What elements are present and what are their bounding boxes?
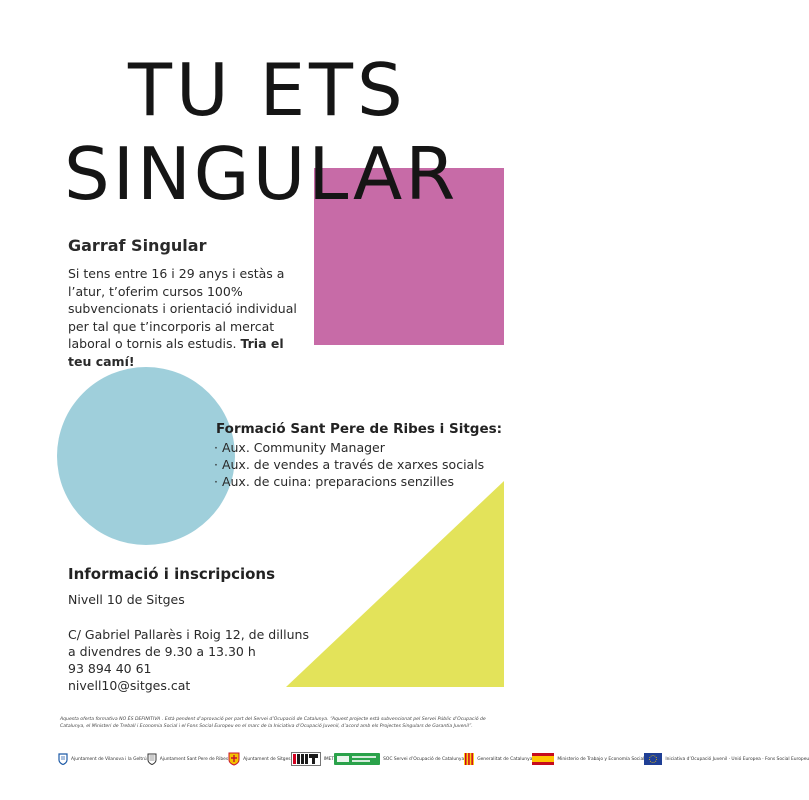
ribes-logo-text: Ajuntament Sant Pere de Ribes	[159, 756, 229, 762]
vilanova-logo	[58, 753, 147, 765]
info-phone[interactable]: 93 894 40 61	[68, 661, 152, 676]
sitges-logo	[228, 752, 290, 766]
info-email[interactable]: nivell10@sitges.cat	[68, 678, 191, 693]
sitges-logo-text: Ajuntament de Sitges	[243, 756, 291, 762]
vilanova-logo-text: Ajuntament de Vilanova i la Geltrú	[71, 756, 147, 762]
intro-title: Garraf Singular	[68, 236, 207, 255]
info-title: Informació i inscripcions	[68, 565, 276, 583]
eu-flag-icon	[644, 753, 662, 765]
info-block	[68, 591, 358, 694]
headline-line-2: SINGULAR	[64, 132, 459, 216]
vilanova-shield-icon	[58, 753, 68, 765]
ministerio-logo-text: Ministerio de Trabajo y Economía Social	[557, 756, 645, 762]
imet-logo	[291, 752, 335, 766]
disclaimer-text: Aquesta oferta formativa NO ÉS DEFINITIVA . Està pendent d’aprovació per part del Servei d’Ocupació de Catalunya. “Aquest projecte està subvencionat pel Servei Públic d’Ocupació de Catalunya, el Ministeri de Treball i Economia Social i el Fons Social Europeu en el marc de la Iniciativa d’Ocupació Juvenil, d’acord amb els Projectes Singulars de Garantia Juvenil”.	[60, 717, 486, 729]
sponsor-logos	[58, 748, 809, 770]
intro-emphasis: Tria el teu camí!	[68, 336, 284, 369]
headline-line-1: TU ETS	[128, 48, 407, 132]
soc-logo-text: SOC Servei d’Ocupació de Catalunya	[383, 756, 465, 762]
blue-circle-shape	[57, 367, 235, 545]
course-item: · Aux. de vendes a través de xarxes socials	[214, 457, 485, 472]
soc-mark-icon	[334, 753, 380, 765]
course-item: · Aux. Community Manager	[214, 440, 385, 455]
imet-logo-text: IMET	[323, 756, 335, 762]
imet-mark-icon	[291, 752, 321, 766]
generalitat-logo-text: Generalitat de Catalunya	[477, 756, 533, 762]
ministerio-flag-icon	[532, 753, 554, 765]
generalitat-flag-icon	[464, 753, 474, 765]
soc-logo	[334, 753, 464, 765]
generalitat-logo	[464, 753, 532, 765]
info-address-line-1: C/ Gabriel Pallarès i Roig 12, de dilluns	[68, 627, 309, 642]
courses-title: Formació Sant Pere de Ribes i Sitges:	[216, 421, 503, 437]
ministerio-logo	[532, 753, 644, 765]
intro-paragraph	[68, 265, 308, 370]
ribes-shield-icon	[147, 753, 157, 765]
info-place: Nivell 10 de Sitges	[68, 592, 185, 607]
eu-logo	[644, 753, 809, 765]
course-item: · Aux. de cuina: preparacions senzilles	[214, 474, 454, 489]
intro-body-text: Si tens entre 16 i 29 anys i estàs a l’atur, t’oferim cursos 100% subvencionats i orientació individual per tal que t’incorporis al mercat laboral o tornis als estudis.	[68, 266, 297, 351]
courses-list	[214, 439, 484, 490]
info-address-line-2: a divendres de 9.30 a 13.30 h	[68, 644, 256, 659]
ribes-logo	[147, 753, 228, 765]
sitges-shield-icon	[228, 752, 240, 766]
eu-logo-text: Iniciativa d’Ocupació Juvenil · Unió Europea · Fons Social Europeu	[665, 756, 809, 762]
